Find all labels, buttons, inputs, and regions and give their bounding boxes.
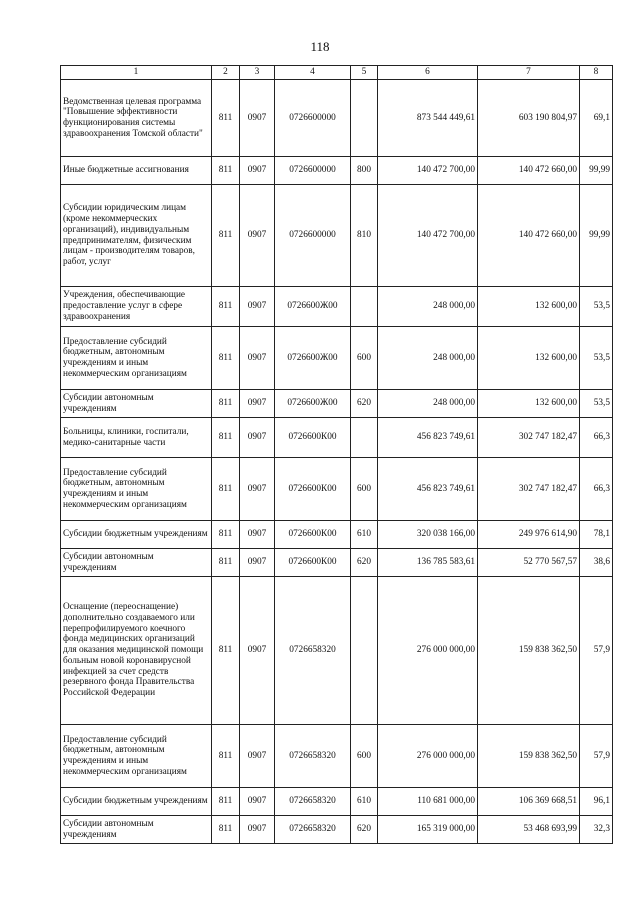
row-c6: 140 472 700,00 [378,185,478,287]
header-cell: 6 [378,66,478,80]
row-c4: 0726658320 [275,577,351,725]
table-row [61,287,613,327]
row-c6: 276 000 000,00 [378,577,478,725]
table-row [61,725,613,788]
row-name: Предоставление субсидий бюджетным, автономным учреждениям и иным некоммерческим организациям [61,725,212,788]
row-c2: 811 [212,327,240,390]
row-c6: 248 000,00 [378,327,478,390]
table-row [61,80,613,157]
row-c5: 800 [351,157,378,185]
row-c7: 159 838 362,50 [478,725,580,788]
row-c7: 302 747 182,47 [478,458,580,521]
row-c8: 99,99 [580,185,613,287]
header-cell: 5 [351,66,378,80]
row-c5: 600 [351,327,378,390]
row-c8: 57,9 [580,725,613,788]
row-c7: 132 600,00 [478,287,580,327]
row-c6: 248 000,00 [378,390,478,418]
row-c5: 620 [351,390,378,418]
table-row [61,390,613,418]
row-c3: 0907 [240,157,275,185]
row-c4: 0726658320 [275,725,351,788]
row-name: Субсидии бюджетным учреждениям [61,521,212,549]
row-c4: 0726600К00 [275,458,351,521]
row-name: Иные бюджетные ассигнования [61,157,212,185]
row-c3: 0907 [240,725,275,788]
header-cell: 7 [478,66,580,80]
row-c8: 66,3 [580,418,613,458]
row-name: Оснащение (переоснащение) дополнительно создаваемого или перепрофилируемого коечного фонда медицинских организаций для оказания медицинской помощи больным новой коронавирусной инфекцией за счет средств резервного фонда Правительства Российской Федерации [61,577,212,725]
row-c3: 0907 [240,521,275,549]
row-c8: 57,9 [580,577,613,725]
row-c5 [351,577,378,725]
row-c4: 0726600000 [275,80,351,157]
row-c3: 0907 [240,327,275,390]
row-c7: 140 472 660,00 [478,185,580,287]
row-c8: 32,3 [580,816,613,844]
row-c2: 811 [212,390,240,418]
row-c6: 165 319 000,00 [378,816,478,844]
row-c2: 811 [212,725,240,788]
table-row [61,549,613,577]
table-row [61,185,613,287]
row-name: Учреждения, обеспечивающие предоставление услуг в сфере здравоохранения [61,287,212,327]
row-name: Субсидии юридическим лицам (кроме некоммерческих организаций), индивидуальным предпринимателям, физическим лицам - производителям товаров, работ, услуг [61,185,212,287]
row-c5: 620 [351,549,378,577]
row-c6: 276 000 000,00 [378,725,478,788]
row-c5 [351,287,378,327]
header-cell: 1 [61,66,212,80]
table-row [61,458,613,521]
row-c7: 132 600,00 [478,327,580,390]
row-c2: 811 [212,521,240,549]
header-row [61,66,613,80]
row-c4: 0726600К00 [275,549,351,577]
header-cell: 3 [240,66,275,80]
row-c5: 600 [351,458,378,521]
row-c3: 0907 [240,185,275,287]
row-c6: 140 472 700,00 [378,157,478,185]
row-c4: 0726600000 [275,157,351,185]
row-c7: 603 190 804,97 [478,80,580,157]
row-c8: 53,5 [580,287,613,327]
row-c8: 96,1 [580,788,613,816]
header-cell: 4 [275,66,351,80]
row-c4: 0726600К00 [275,418,351,458]
row-c5: 610 [351,788,378,816]
row-c7: 302 747 182,47 [478,418,580,458]
row-c7: 159 838 362,50 [478,577,580,725]
row-c2: 811 [212,816,240,844]
table-row [61,327,613,390]
row-c2: 811 [212,157,240,185]
table-row [61,788,613,816]
row-c8: 99,99 [580,157,613,185]
row-c8: 53,5 [580,327,613,390]
row-c6: 456 823 749,61 [378,458,478,521]
row-name: Субсидии автономным учреждениям [61,549,212,577]
row-c7: 106 369 668,51 [478,788,580,816]
row-c3: 0907 [240,549,275,577]
row-c8: 78,1 [580,521,613,549]
row-c8: 38,6 [580,549,613,577]
row-c4: 0726658320 [275,788,351,816]
budget-table [60,65,613,844]
row-c3: 0907 [240,816,275,844]
row-c5: 810 [351,185,378,287]
row-c5: 620 [351,816,378,844]
header-cell: 8 [580,66,613,80]
row-name: Предоставление субсидий бюджетным, автономным учреждениям и иным некоммерческим организациям [61,327,212,390]
row-name: Субсидии бюджетным учреждениям [61,788,212,816]
row-c2: 811 [212,418,240,458]
row-c6: 136 785 583,61 [378,549,478,577]
row-c7: 140 472 660,00 [478,157,580,185]
row-c2: 811 [212,788,240,816]
row-c3: 0907 [240,788,275,816]
row-c8: 53,5 [580,390,613,418]
row-c5 [351,418,378,458]
row-c3: 0907 [240,80,275,157]
row-c6: 320 038 166,00 [378,521,478,549]
row-c2: 811 [212,287,240,327]
row-name: Субсидии автономным учреждениям [61,816,212,844]
row-c2: 811 [212,80,240,157]
row-c4: 0726600000 [275,185,351,287]
row-c4: 0726600К00 [275,521,351,549]
row-c4: 0726600Ж00 [275,327,351,390]
row-c4: 0726600Ж00 [275,287,351,327]
row-c3: 0907 [240,458,275,521]
row-c8: 66,3 [580,458,613,521]
table-row [61,418,613,458]
row-c6: 248 000,00 [378,287,478,327]
row-c8: 69,1 [580,80,613,157]
row-c6: 873 544 449,61 [378,80,478,157]
header-cell: 2 [212,66,240,80]
table-row [61,816,613,844]
row-c2: 811 [212,185,240,287]
row-c7: 53 468 693,99 [478,816,580,844]
row-name: Предоставление субсидий бюджетным, автономным учреждениям и иным некоммерческим организациям [61,458,212,521]
row-c5: 600 [351,725,378,788]
row-c3: 0907 [240,287,275,327]
row-c6: 456 823 749,61 [378,418,478,458]
row-c2: 811 [212,577,240,725]
page-number: 118 [310,39,330,54]
row-c3: 0907 [240,577,275,725]
row-c5 [351,80,378,157]
table-row [61,577,613,725]
row-c5: 610 [351,521,378,549]
row-c7: 249 976 614,90 [478,521,580,549]
row-name: Больницы, клиники, госпитали, медико-санитарные части [61,418,212,458]
row-name: Субсидии автономным учреждениям [61,390,212,418]
row-c2: 811 [212,549,240,577]
row-c2: 811 [212,458,240,521]
table-row [61,521,613,549]
row-c7: 132 600,00 [478,390,580,418]
row-c6: 110 681 000,00 [378,788,478,816]
table-row [61,157,613,185]
row-c4: 0726600Ж00 [275,390,351,418]
row-c3: 0907 [240,418,275,458]
row-name: Ведомственная целевая программа "Повышение эффективности функционирования системы здравоохранения Томской области" [61,80,212,157]
row-c3: 0907 [240,390,275,418]
row-c7: 52 770 567,57 [478,549,580,577]
row-c4: 0726658320 [275,816,351,844]
